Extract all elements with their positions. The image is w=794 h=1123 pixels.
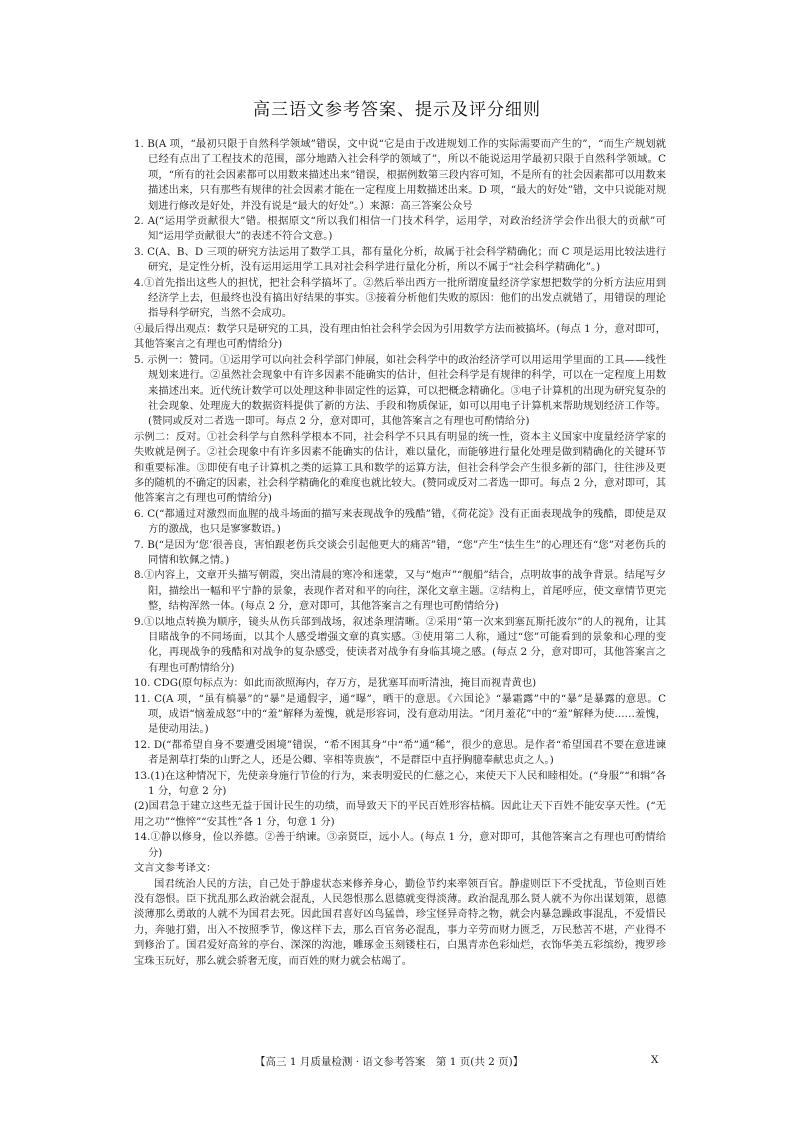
paragraph: 11. C(A 项，“虽有槁暴”的“暴”是通假字，通“曝”，晒干的意思。《六国论》“暴霜露”中的“暴”是暴露的意思。C 项，成语“恼羞成怒”中的“羞”解释为羞愧，就是形容词，没有意动用法。“闭月羞花”中的“羞”解释为使……羞愧，是使动用法。) — [134, 692, 666, 736]
paragraph: 国君统治人民的方法，自己处于静虚状态来修养身心，勤俭节约来率领百官。静虚则臣下不受扰乱，节俭则百姓没有怨恨。臣下扰乱那么政治就会混乱，人民怨恨那么恩德就变得淡薄。政治混乱那么贤人就不为你出谋划策，恩德淡薄那么勇敢的人就不为国君去死。因此国君喜好凶鸟猛兽，珍宝怪异奇特之物，就会内暴急躁政事混乱，不爱惜民力，奔驰打猎，出入不按照季节，像这样下去，那么百官务必混乱，事力辛劳而财力匮乏，万民愁苦不堪，产业得不到修治了。国君爱好高耸的亭台、深深的沟池，雕琢金玉刻镂柱石，白黑青赤色彩灿烂，衣饰华美五彩缤纷，搜罗珍宝珠玉玩好，那么就会骄奢无度，而百姓的财力就会枯竭了。 — [134, 877, 666, 967]
paragraph: 7. B(“是因为‘您’很善良，害怕跟老伤兵交谈会引起他更大的痛苦”错，“您”产生“怯生生”的心理还有“您”对老伤兵的同情和钦佩之情。) — [134, 538, 666, 566]
paragraph: 6. C(“都通过对激烈而血腥的战斗场面的描写来表现战争的残酷”错，《荷花淀》没有正面表现战争的残酷，即使是双方的激战，也只是寥寥数语。) — [134, 507, 666, 536]
paragraph: 12. D(“都希望自身不要遭受困境”错误，“希不困其身”中“希”通“稀”，很少的意思。是作者“希望国君不要在意进谏者是割草打柴的山野之人，还是公卿、宰相等贵族”，不是群臣中直抒胸臆奉献忠贞之人。) — [134, 738, 666, 767]
footer-mark: X — [651, 1054, 659, 1066]
paragraph: 8.①内容上，文章开头描写朝霞，突出清晨的寒冷和迷蒙，又与“炮声”“舰船”结合，点明故事的战争背景。结尾写夕阳，描绘出一幅和平宁静的景象，表现作者对和平的向往，深化文章主题。②结构上，首尾呼应，使文章情节更完整，结构浑然一体。(每点 2 分，意对即可，其他答案言之有理也可酌情给分) — [134, 569, 666, 613]
paragraph: 2. A(“运用学贡献很大”错。根据原文“所以我们相信一门技术科学，运用学，对政治经济学会作出很大的贡献”可知“运用学贡献很大”的表述不符合文意。) — [134, 215, 666, 243]
paragraph: (2)国君急于建立这些无益于国计民生的功绩，而导致天下的平民百姓形容枯槁。因此让天下百姓不能安享天性。(“无用之功”“憔悴”“安其性”各 1 分，句意 1 分) — [134, 800, 666, 828]
paragraph: 14.①静以修身，俭以养德。②善于纳谏。③亲贤臣，远小人。(每点 1 分，意对即可，其他答案言之有理也可酌情给分) — [134, 831, 666, 859]
paragraph: 10. CDG(原句标点为：如此而欲照海内，存万方，是犹塞耳而听清浊，掩目而视青黄也) — [134, 677, 537, 690]
paragraph: 文言文参考译文： — [134, 862, 217, 875]
paragraph: 5. 示例一：赞同。①运用学可以向社会科学部门伸展，如社会科学中的政治经济学可以用运用学里面的工具——线性规划来进行。②虽然社会现象中有许多因素不能确实的估计，但社会科学是有规律的科学，可以在一定程度上用数来描述出来。近代统计数学可以处理这种非固定性的运算，可以把概念精确化。③电子计算机的出现为研究复杂的社会现象、处理庞大的数据资料提供了新的方法、手段和物质保证，如可以用电子计算机来帮助规划经济工作等。(赞同或反对二者选一即可。每点 2 分，意对即可，其他答案言之有理也可酌情给分) — [134, 353, 666, 428]
footer-page-info: 【高三 1 月质量检测 · 语文参考答案 第 1 页(共 2 页)】 — [255, 1056, 524, 1068]
paragraph: 13.(1)在这种情况下，先使亲身施行节俭的行为，来表明爱民的仁慈之心，来使天下人民和睦相处。(“身服”“和辑”各 1 分，句意 2 分) — [134, 769, 666, 798]
paragraph: 9.①以地点转换为顺序，镜头从伤兵部到战场，叙述条理清晰。②采用“第一次来到塞瓦斯托波尔”的人的视角，让其目睹战争的不同场面，以其个人感受增强文章的真实感。③使用第二人称，通过“您”可能看到的景象和心理的变化，再现战争的残酷和对战争的复杂感受，使读者对战争有身临其境之感。(每点 2 分，意对即可，其他答案言之有理也可酌情给分) — [134, 615, 666, 674]
answer-body — [134, 137, 666, 969]
paragraph: 示例二：反对。①社会科学与自然科学根本不同，社会科学不只具有明显的统一性，资本主义国家中度量经济学家的失败就是例子。②社会现象中有许多因素不能确实的估计，难以量化，而能够进行量化处理是做到精确化的关键环节和重要标准。③即使有电子计算机之类的运算工具和数学的运算方法，但社会科学会产生很多新的部门，往往涉及更多的随机的不确定的因素，社会科学精确化的难度也就比较大。(赞同或反对二者选一即可。每点 2 分，意对即可，其他答案言之有理也可酌情给分) — [134, 430, 666, 505]
paragraph: 4.①首先指出这些人的担忧，把社会科学搞坏了。②然后举出西方一批所谓度量经济学家想把数学的分析方法应用到经济学上去，但最终也没有搞出好结果的事实。③接着分析他们失败的原因：他们的出发点就错了，用错误的理论指导科学研究，当然不会成功。 — [134, 276, 666, 320]
paragraph: ④最后得出观点：数学只是研究的工具，没有理由怕社会科学会因为引用数学方法而被搞坏。(每点 1 分，意对即可，其他答案言之有理也可酌情给分) — [134, 322, 666, 351]
page-title: 高三语文参考答案、提示及评分细则 — [253, 100, 541, 120]
paragraph: 3. C(A、B、D 三项的研究方法运用了数学工具，都有量化分析，故属于社会科学精确化；而 C 项是运用比较法进行研究，是定性分析，没有运用运用学工具对社会科学进行量化分析，所以不属于“社会科学精确化”。) — [134, 245, 666, 274]
paragraph: 1. B(A 项，“最初只限于自然科学领域”错误，文中说“它是由于改进规划工作的实际需要而产生的”，“而生产规划就已经有点出了工程技术的范围，部分地踏入社会科学的领域了”，所以不能说运用学最初只限于自然科学领域。C 项，“所有的社会因素都可以用数来描述出来”错误，根据例数第三段内容可知，不是所有的社会因素都可以用数来描述出来，只有那些有规律的社会因素才能在一定程度上用数描述出来。D 项，“最大的好处”错，文中只说能对规划进行修改是好处，并没有说是“最大的好处”。）来源：高三答案公众号 — [134, 138, 666, 212]
